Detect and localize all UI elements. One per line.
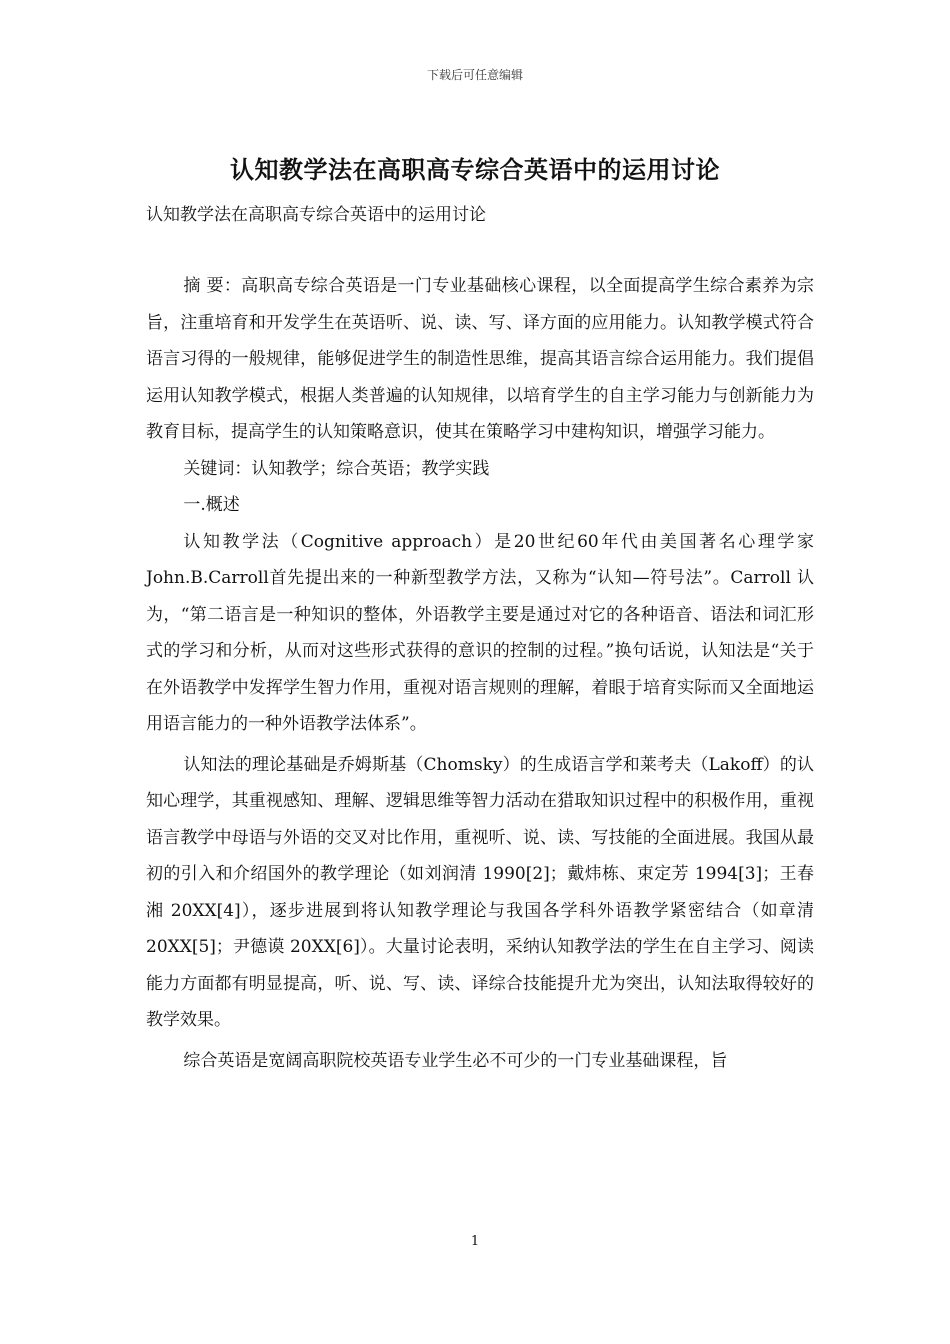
document-subtitle: 认知教学法在高职高专综合英语中的运用讨论 xyxy=(146,205,486,225)
abstract-paragraph: 摘 要：高职高专综合英语是一门专业基础核心课程，以全面提高学生综合素养为宗旨，注重培育和开发学生在英语听、说、读、写、译方面的应用能力。认知教学模式符合语言习得的一般规律，能够促进学生的制造性思维，提高其语言综合运用能力。我们提倡运用认知教学模式，根据人类普遍的认知规律，以培育学生的自主学习能力与创新能力为教育目标，提高学生的认知策略意识，使其在策略学习中建构知识，增强学习能力。 xyxy=(146,276,814,442)
page-number: 1 xyxy=(470,1234,480,1249)
section-heading: 一.概述 xyxy=(183,495,240,515)
document-title: 认知教学法在高职高专综合英语中的运用讨论 xyxy=(230,155,720,184)
body-paragraph: 认知法的理论基础是乔姆斯基（Chomsky）的生成语言学和莱考夫（Lakoff）的认知心理学，其重视感知、理解、逻辑思维等智力活动在猎取知识过程中的积极作用，重视语言教学中母语与外语的交叉对比作用，重视听、说、读、写技能的全面进展。我国从最初的引入和介绍国外的教学理论（如刘润清 1990[2]；戴炜栋、束定芳 1994[3]；王春湘 20XX[4]），逐步进展到将认知教学理论与我国各学科外语教学紧密结合（如章清 20XX[5]；尹德谟 20XX[6]）。大量讨论表明，采纳认知教学法的学生在自主学习、阅读能力方面都有明显提高，听、说、写、读、译综合技能提升尤为突出，认知法取得较好的教学效果。 xyxy=(146,754,814,1030)
keywords-line: 关键词：认知教学；综合英语；教学实践 xyxy=(183,458,490,479)
document-body xyxy=(146,268,814,1079)
header-note: 下载后可任意编辑 xyxy=(426,68,523,82)
body-paragraph: 综合英语是宽阔高职院校英语专业学生必不可少的一门专业基础课程，旨 xyxy=(183,1050,728,1071)
body-paragraph: 认知教学法（Cognitive approach）是20世纪60年代由美国著名心理学家John.B.Carroll首先提出来的一种新型教学方法，又称为“认知—符号法”。Carroll 认为，“第二语言是一种知识的整体，外语教学主要是通过对它的各种语音、语法和词汇形式的学习和分析，从而对这些形式获得的意识的控制的过程。”换句话说，认知法是“关于在外语教学中发挥学生智力作用，重视对语言规则的理解，着眼于培育实际而又全面地运用语言能力的一种外语教学法体系”。 xyxy=(146,531,814,734)
